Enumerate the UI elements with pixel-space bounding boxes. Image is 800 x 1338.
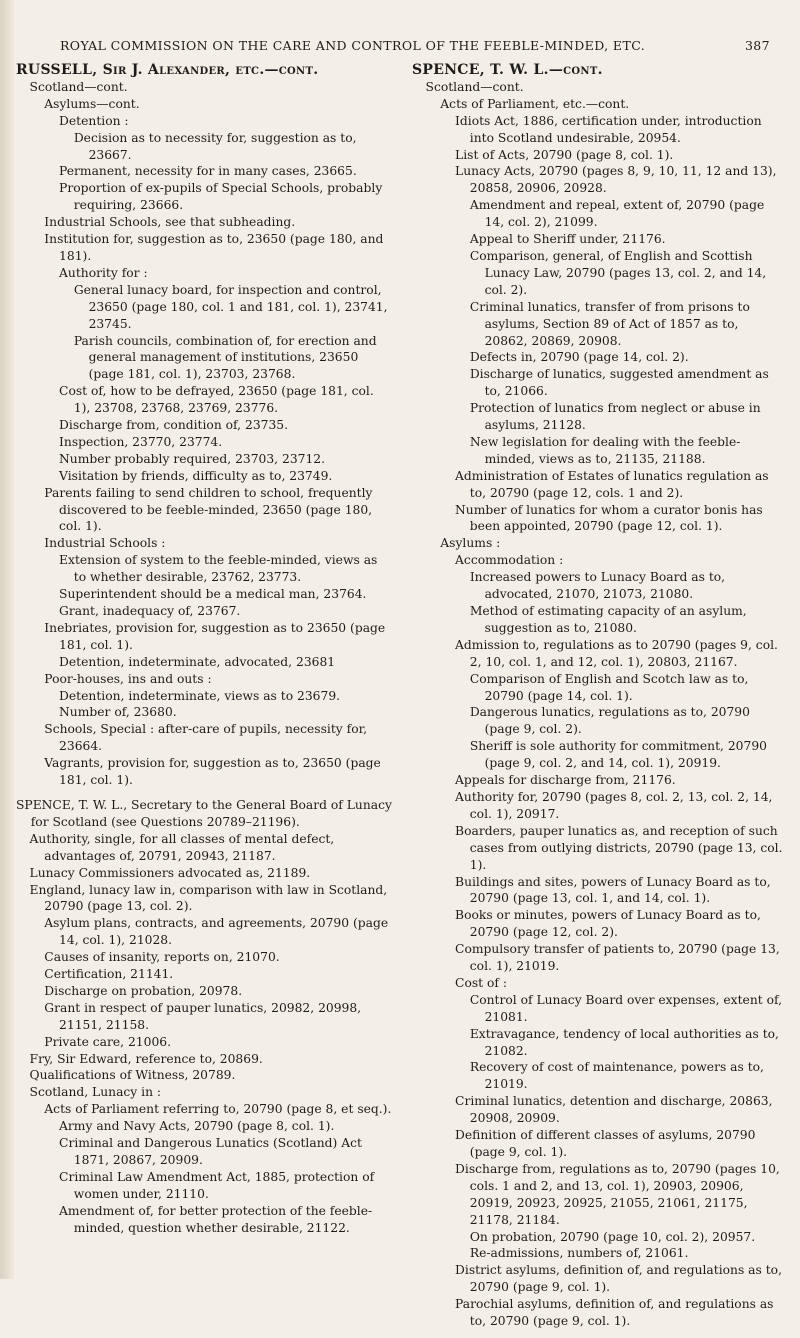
index-subentry: Books or minutes, powers of Lunacy Board as to, 20790 (page 12, col. 2). — [455, 908, 761, 940]
spence-continued-subentries — [412, 79, 784, 1330]
spence-entry — [16, 797, 392, 1237]
index-subentry: Appeals for discharge from, 21176. — [455, 773, 676, 788]
index-subentry: Number probably required, 23703, 23712. — [59, 451, 326, 466]
index-subentry: Detention, indeterminate, views as to 23679. — [59, 688, 341, 703]
index-subentry: Scotland, Lunacy in : — [29, 1085, 162, 1100]
index-subentry: Idiots Act, 1886, certification under, introduction into Scotland undesirable, 20954. — [455, 113, 762, 145]
spence-continued-heading: SPENCE, T. W. L.—cont. — [412, 62, 603, 78]
index-subentry: Extension of system to the feeble-minded, views as to whether desirable, 23762, 23773. — [59, 553, 378, 585]
index-subentry: List of Acts, 20790 (page 8, col. 1). — [455, 147, 674, 162]
index-subentry: Sheriff is sole authority for commitment, 20790 (page 9, col. 2, and 14, col. 1), 20919. — [469, 739, 767, 771]
index-subentry: Detention, indeterminate, advocated, 23681 — [59, 654, 336, 669]
index-subentry: Discharge of lunatics, suggested amendment as to, 21066. — [469, 367, 769, 399]
index-subentry: Boarders, pauper lunatics as, and reception of such cases from outlying districts, 20790 (page 13, col. 1). — [455, 823, 783, 872]
running-header — [60, 38, 770, 53]
index-subentry: Appeal to Sheriff under, 21176. — [469, 232, 666, 247]
index-subentry: Parochial asylums, definition of, and regulations as to, 20790 (page 9, col. 1). — [455, 1297, 774, 1329]
index-subentry: Asylums : — [440, 536, 501, 551]
index-subentry: Accommodation : — [455, 553, 564, 568]
index-subentry: Control of Lunacy Board over expenses, extent of, 21081. — [469, 992, 783, 1024]
index-subentry: Number of lunatics for whom a curator bonis has been appointed, 20790 (page 12, col. 1). — [455, 502, 763, 534]
index-subentry: Certification, 21141. — [44, 967, 174, 982]
russell-subentries — [16, 79, 392, 789]
index-subentry: Administration of Estates of lunatics regulation as to, 20790 (page 12, cols. 1 and 2). — [455, 468, 769, 500]
index-subentry: Acts of Parliament referring to, 20790 (page 8, et seq.). — [44, 1102, 392, 1117]
russell-heading: RUSSELL, Sir J. Alexander, etc.—cont. — [16, 62, 319, 78]
index-subentry: Cost of, how to be defrayed, 23650 (page 181, col. 1), 23708, 23768, 23769, 23776. — [59, 384, 374, 416]
index-subentry: Decision as to necessity for, suggestion as to, 23667. — [73, 130, 357, 162]
index-subentry: Superintendent should be a medical man, 23764. — [59, 587, 367, 602]
index-subentry: Cost of : — [455, 975, 508, 990]
index-subentry: Qualifications of Witness, 20789. — [29, 1068, 236, 1083]
right-column — [412, 62, 784, 1338]
index-subentry: Causes of insanity, reports on, 21070. — [44, 950, 280, 965]
index-subentry: Visitation by friends, difficulty as to, 23749. — [59, 468, 333, 483]
index-subentry: General lunacy board, for inspection and control, 23650 (page 180, col. 1 and 181, col. 1), 23741, 23745. — [73, 282, 388, 331]
index-subentry: Discharge from, condition of, 23735. — [59, 418, 289, 433]
index-subentry: Number of, 23680. — [59, 705, 177, 720]
index-subentry: Protection of lunatics from neglect or abuse in asylums, 21128. — [469, 401, 761, 433]
index-subentry: District asylums, definition of, and regulations as to, 20790 (page 9, col. 1). — [455, 1263, 782, 1295]
index-subentry: Extravagance, tendency of local authorities as to, 21082. — [469, 1026, 779, 1058]
index-subentry: Dangerous lunatics, regulations as to, 20790 (page 9, col. 2). — [469, 705, 750, 737]
index-subentry: Army and Navy Acts, 20790 (page 8, col. 1). — [59, 1119, 335, 1134]
index-subentry: Acts of Parliament, etc.—cont. — [440, 96, 630, 111]
index-subentry: Grant, inadequacy of, 23767. — [59, 604, 241, 618]
index-subentry: Authority for, 20790 (pages 8, col. 2, 13, col. 2, 14, col. 1), 20917. — [455, 789, 773, 821]
index-subentry: Comparison of English and Scotch law as to, 20790 (page 14, col. 1). — [469, 671, 749, 703]
page-binding-edge — [0, 0, 14, 1279]
index-subentry: Permanent, necessity for in many cases, 23665. — [59, 164, 357, 179]
index-subentry: Amendment of, for better protection of the feeble-minded, question whether desirable, 21122. — [59, 1203, 373, 1235]
index-subentry: Vagrants, provision for, suggestion as to, 23650 (page 181, col. 1). — [44, 756, 381, 788]
spence-subentries — [16, 831, 392, 1237]
index-subentry: Buildings and sites, powers of Lunacy Board as to, 20790 (page 13, col. 1, and 14, col. 1). — [455, 874, 771, 906]
index-subentry: Lunacy Acts, 20790 (pages 8, 9, 10, 11, 12 and 13), 20858, 20906, 20928. — [455, 164, 777, 196]
index-subentry: New legislation for dealing with the feeble-minded, views as to, 21135, 21188. — [469, 434, 741, 466]
index-subentry: Parish councils, combination of, for erection and general management of institutions, 23650 (page 181, col. 1), 23703, 23768. — [73, 333, 377, 382]
spence-heading: SPENCE, T. W. L., Secretary to the General Board of Lunacy for Scotland (see Questions 20789–21196). — [16, 797, 392, 829]
index-subentry: Parents failing to send children to school, frequently discovered to be feeble-minded, 23650 (page 180, col. 1). — [44, 485, 373, 534]
index-subentry: Method of estimating capacity of an asylum, suggestion as to, 21080. — [469, 604, 747, 635]
index-subentry: Scotland—cont. — [29, 79, 128, 94]
index-subentry: Recovery of cost of maintenance, powers as to, 21019. — [469, 1060, 764, 1092]
index-subentry: Fry, Sir Edward, reference to, 20869. — [29, 1051, 263, 1066]
spence-continued-entry — [412, 62, 784, 1330]
index-subentry: Inebriates, provision for, suggestion as to 23650 (page 181, col. 1). — [44, 620, 386, 652]
index-subentry: Criminal lunatics, transfer of from prisons to asylums, Section 89 of Act of 1857 as to, 20862, 20869, 20908. — [469, 299, 750, 348]
index-subentry: Private care, 21006. — [44, 1034, 172, 1049]
index-subentry: Institution for, suggestion as to, 23650 (page 180, and 181). — [44, 232, 384, 263]
index-subentry: Asylums—cont. — [44, 96, 140, 111]
header-title: ROYAL COMMISSION ON THE CARE AND CONTROL OF THE FEEBLE-MINDED, ETC. — [60, 38, 646, 53]
left-column — [16, 62, 392, 1245]
index-subentry: Defects in, 20790 (page 14, col. 2). — [469, 350, 689, 365]
russell-entry — [16, 62, 392, 789]
page-number: 387 — [744, 38, 770, 53]
index-subentry: Re-admissions, numbers of, 21061. — [469, 1246, 689, 1261]
index-subentry: Inspection, 23770, 23774. — [59, 434, 223, 449]
index-subentry: Comparison, general, of English and Scottish Lunacy Law, 20790 (pages 13, col. 2, and 14, col. 2). — [469, 248, 767, 297]
index-subentry: Definition of different classes of asylums, 20790 (page 9, col. 1). — [455, 1128, 756, 1159]
index-subentry: Schools, Special : after-care of pupils, necessity for, 23664. — [44, 722, 368, 754]
index-subentry: Authority, single, for all classes of mental defect, advantages of, 20791, 20943, 21187. — [29, 831, 335, 863]
index-subentry: Criminal and Dangerous Lunatics (Scotland) Act 1871, 20867, 20909. — [59, 1136, 362, 1167]
index-subentry: Criminal Law Amendment Act, 1885, protection of women under, 21110. — [59, 1169, 375, 1201]
index-subentry: Compulsory transfer of patients to, 20790 (page 13, col. 1), 21019. — [455, 942, 780, 974]
index-subentry: Amendment and repeal, extent of, 20790 (page 14, col. 2), 21099. — [469, 198, 765, 230]
index-subentry: England, lunacy law in, comparison with law in Scotland, 20790 (page 13, col. 2). — [29, 882, 388, 914]
index-subentry: Industrial Schools : — [44, 536, 166, 551]
index-subentry: Lunacy Commissioners advocated as, 21189. — [29, 865, 311, 880]
index-subentry: Criminal lunatics, detention and discharge, 20863, 20908, 20909. — [455, 1094, 773, 1126]
index-subentry: Admission to, regulations as to 20790 (pages 9, col. 2, 10, col. 1, and 12, col. 1), 20803, 21167. — [455, 637, 778, 669]
index-subentry: Authority for : — [59, 265, 148, 280]
index-subentry: Discharge from, regulations as to, 20790 (pages 10, cols. 1 and 2, and 13, col. 1), 20903, 20906, 20919, 20923, 20925, 21055, 21061, 21175, 21178, 21184. — [455, 1161, 780, 1227]
index-subentry: Scotland—cont. — [425, 79, 524, 94]
index-subentry: Asylum plans, contracts, and agreements, 20790 (page 14, col. 1), 21028. — [44, 916, 389, 948]
index-subentry: Industrial Schools, see that subheading. — [44, 215, 296, 230]
index-subentry: Proportion of ex-pupils of Special Schools, probably requiring, 23666. — [59, 181, 383, 213]
index-subentry: Increased powers to Lunacy Board as to, advocated, 21070, 21073, 21080. — [469, 570, 726, 602]
index-subentry: On probation, 20790 (page 10, col. 2), 20957. — [469, 1229, 756, 1244]
index-subentry: Discharge on probation, 20978. — [44, 983, 243, 998]
index-subentry: Detention : — [59, 113, 129, 128]
index-subentry: Poor-houses, ins and outs : — [44, 671, 212, 686]
index-subentry: Grant in respect of pauper lunatics, 20982, 20998, 21151, 21158. — [44, 1000, 362, 1032]
